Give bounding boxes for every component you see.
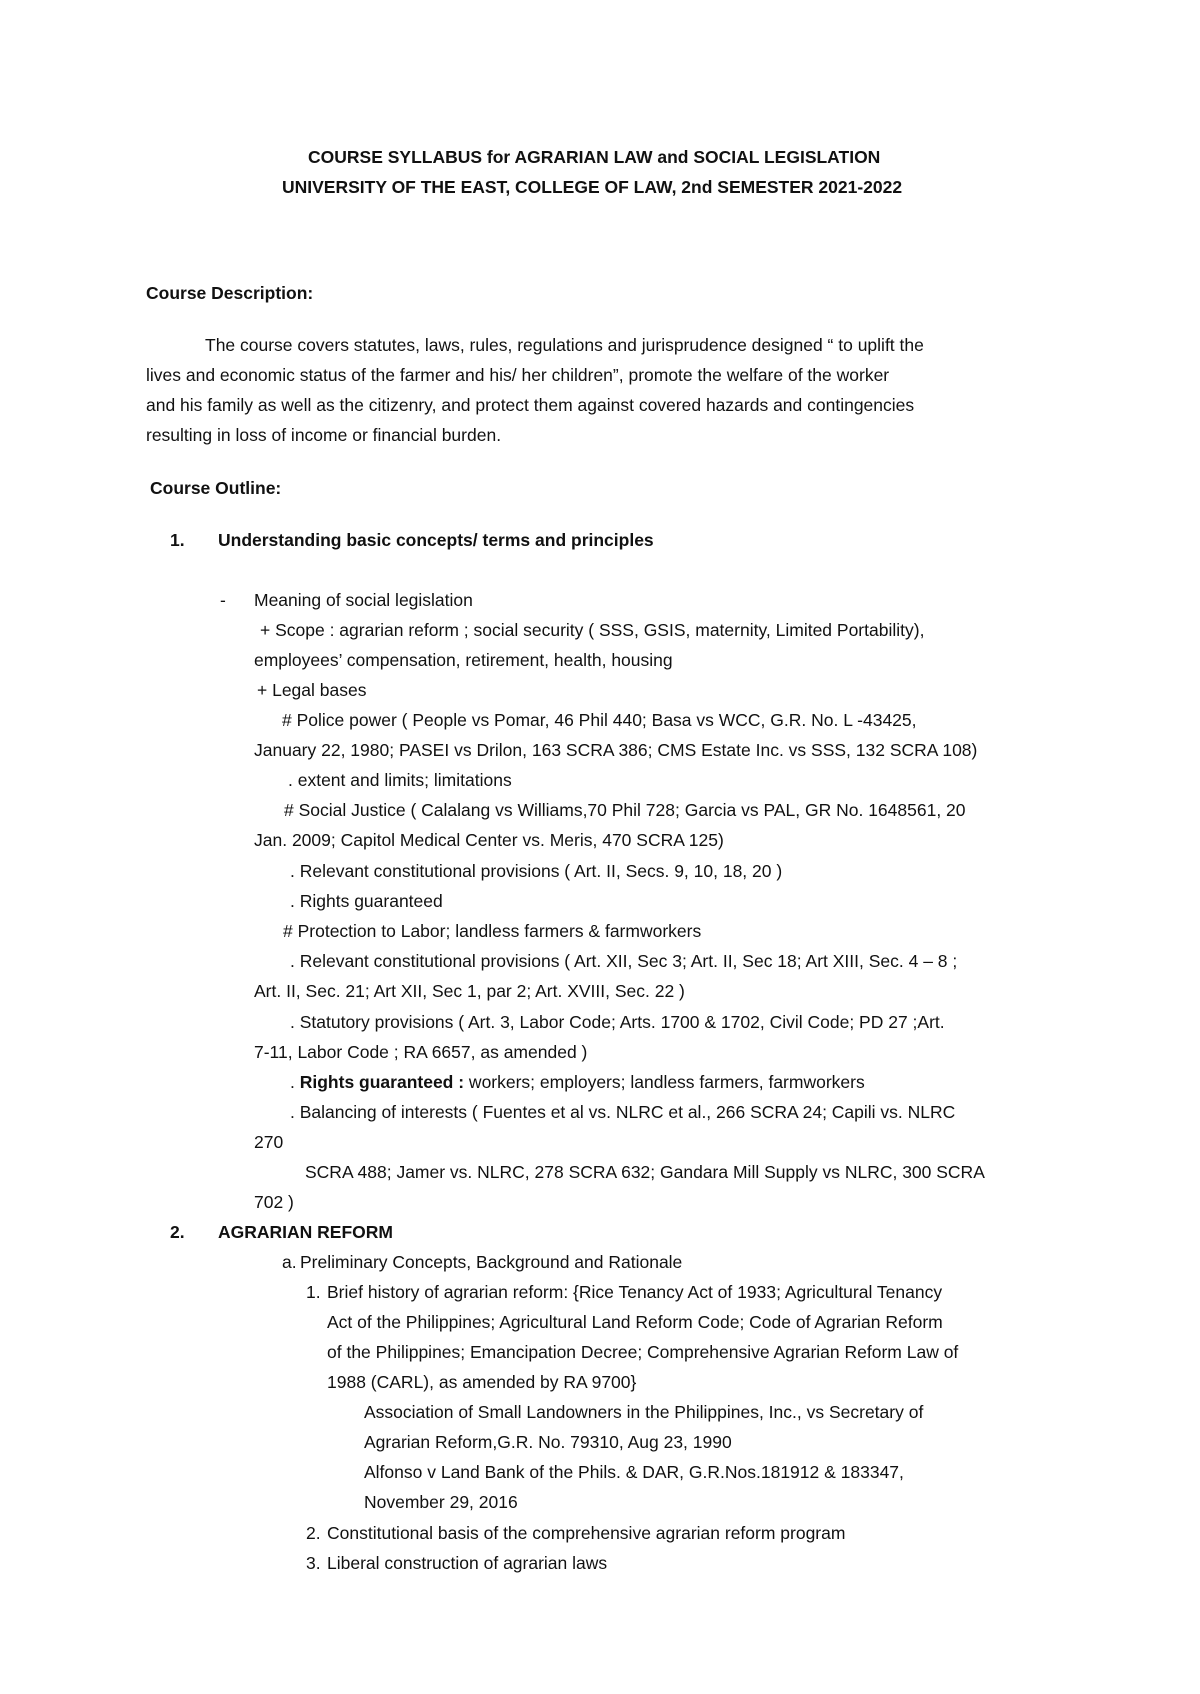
subsection-label: a. <box>282 1252 297 1272</box>
title-line-2: UNIVERSITY OF THE EAST, COLLEGE OF LAW, 2nd SEMESTER 2021-2022 <box>282 177 903 197</box>
rights-guaranteed-label: Rights guaranteed : <box>299 1072 465 1092</box>
course-outline-heading: Course Outline: <box>150 478 282 498</box>
case-citation: Agrarian Reform,G.R. No. 79310, Aug 23, 1990 <box>364 1432 732 1452</box>
item-number: 3. <box>306 1553 321 1573</box>
outline-line: . Statutory provisions ( Art. 3, Labor Code; Arts. 1700 & 1702, Civil Code; PD 27 ;Art. <box>290 1012 945 1032</box>
rights-guaranteed-text: workers; employers; landless farmers, farmworkers <box>464 1072 865 1092</box>
outline-line: Art. II, Sec. 21; Art XII, Sec 1, par 2; Art. XVIII, Sec. 22 ) <box>254 981 685 1001</box>
outline-line: . extent and limits; limitations <box>288 770 512 790</box>
subsection-title: Preliminary Concepts, Background and Rationale <box>300 1252 683 1272</box>
item-line: Constitutional basis of the comprehensive agrarian reform program <box>327 1523 846 1543</box>
outline-line: SCRA 488; Jamer vs. NLRC, 278 SCRA 632; Gandara Mill Supply vs NLRC, 300 SCRA <box>305 1162 985 1182</box>
course-description-heading: Course Description: <box>146 283 314 303</box>
item-line: Act of the Philippines; Agricultural Land Reform Code; Code of Agrarian Reform <box>327 1312 943 1332</box>
outline-line: Meaning of social legislation <box>254 590 473 610</box>
description-line: and his family as well as the citizenry, and protect them against covered hazards and contingencies <box>146 395 915 415</box>
item-line: Brief history of agrarian reform: {Rice Tenancy Act of 1933; Agricultural Tenancy <box>327 1282 943 1302</box>
outline-line: + Scope : agrarian reform ; social security ( SSS, GSIS, maternity, Limited Portability), <box>260 620 925 640</box>
rights-guaranteed-line <box>290 1074 865 1092</box>
dash-bullet: - <box>220 590 226 610</box>
outline-line: + Legal bases <box>257 680 367 700</box>
outline-line: . Balancing of interests ( Fuentes et al vs. NLRC et al., 266 SCRA 24; Capili vs. NLRC <box>290 1102 956 1122</box>
case-citation: Alfonso v Land Bank of the Phils. & DAR, G.R.Nos.181912 & 183347, <box>364 1462 904 1482</box>
outline-line: # Social Justice ( Calalang vs Williams,70 Phil 728; Garcia vs PAL, GR No. 1648561, 20 <box>284 800 966 820</box>
section-title: AGRARIAN REFORM <box>218 1222 393 1242</box>
case-citation: Association of Small Landowners in the Philippines, Inc., vs Secretary of <box>364 1402 924 1422</box>
description-line: lives and economic status of the farmer and his/ her children”, promote the welfare of the worker <box>146 365 890 385</box>
outline-line: 702 ) <box>254 1192 294 1212</box>
rights-prefix: . <box>290 1072 300 1092</box>
case-citation: November 29, 2016 <box>364 1492 518 1512</box>
section-title: Understanding basic concepts/ terms and principles <box>218 530 654 550</box>
section-number: 1. <box>170 530 185 550</box>
item-line: 1988 (CARL), as amended by RA 9700} <box>327 1372 637 1392</box>
outline-line: . Rights guaranteed <box>290 891 443 911</box>
title-line-1: COURSE SYLLABUS for AGRARIAN LAW and SOCIAL LEGISLATION <box>308 147 881 167</box>
description-line: The course covers statutes, laws, rules, regulations and jurisprudence designed “ to uplift the <box>205 335 924 355</box>
item-number: 2. <box>306 1523 321 1543</box>
description-line: resulting in loss of income or financial burden. <box>146 425 502 445</box>
item-line: Liberal construction of agrarian laws <box>327 1553 608 1573</box>
section-number: 2. <box>170 1222 185 1242</box>
outline-line: 7-11, Labor Code ; RA 6657, as amended ) <box>254 1042 588 1062</box>
outline-line: # Protection to Labor; landless farmers & farmworkers <box>283 921 702 941</box>
outline-line: employees’ compensation, retirement, health, housing <box>254 650 673 670</box>
outline-line: 270 <box>254 1132 284 1152</box>
outline-line: January 22, 1980; PASEI vs Drilon, 163 SCRA 386; CMS Estate Inc. vs SSS, 132 SCRA 108) <box>254 740 978 760</box>
item-line: of the Philippines; Emancipation Decree; Comprehensive Agrarian Reform Law of <box>327 1342 959 1362</box>
outline-line: # Police power ( People vs Pomar, 46 Phil 440; Basa vs WCC, G.R. No. L -43425, <box>282 710 917 730</box>
outline-line: . Relevant constitutional provisions ( Art. XII, Sec 3; Art. II, Sec 18; Art XIII, Sec. 4 – 8 ; <box>290 951 958 971</box>
outline-line: Jan. 2009; Capitol Medical Center vs. Meris, 470 SCRA 125) <box>254 830 724 850</box>
outline-line: . Relevant constitutional provisions ( Art. II, Secs. 9, 10, 18, 20 ) <box>290 861 783 881</box>
item-number: 1. <box>306 1282 321 1302</box>
